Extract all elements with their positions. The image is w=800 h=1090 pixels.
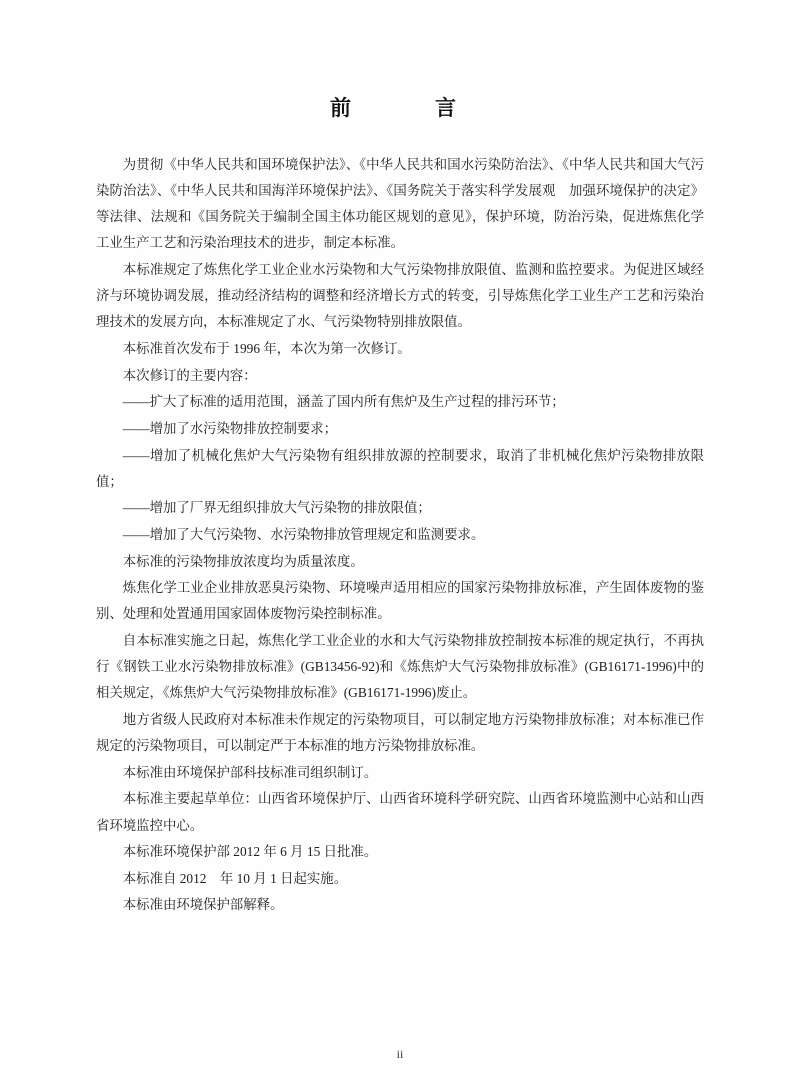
paragraph: 本标准主要起草单位：山西省环境保护厅、山西省环境科学研究院、山西省环境监测中心站和山西省环境监控中心。 [96, 791, 704, 833]
paragraph: 为贯彻《中华人民共和国环境保护法》、《中华人民共和国水污染防治法》、《中华人民共和国大气污染防治法》、《中华人民共和国海洋环境保护法》、《国务院关于落实科学发展观 加强环境保护的决定》等法律、法规和《国务院关于编制全国主体功能区规划的意见》，保护环境，防治污染，促进炼焦化学工业生产工艺和污染治理技术的进步，制定本标准。 [96, 157, 704, 251]
paragraph: 本标准的污染物排放浓度均为质量浓度。 [122, 553, 364, 569]
paragraph: 自本标准实施之日起，炼焦化学工业企业的水和大气污染物排放控制按本标准的规定执行，不再执行《钢铁工业水污染物排放标准》(GB13456-92)和《炼焦炉大气污染物排放标准》(GB16171-1996)中的相关规定，《炼焦炉大气污染物排放标准》(GB16171-1996)废止。 [96, 633, 704, 701]
revision-item: ——增加了厂界无组织排放大气污染物的排放限值； [122, 500, 431, 516]
paragraph: 本标准由环境保护部解释。 [122, 897, 284, 913]
paragraph: 本标准规定了炼焦化学工业企业水污染物和大气污染物排放限值、监测和监控要求。为促进区域经济与环境协调发展，推动经济结构的调整和经济增长方式的转变，引导炼焦化学工业生产工艺和污染治理技术的发展方向，本标准规定了水、气污染物特别排放限值。 [96, 262, 704, 330]
page-title: 前 言 [330, 96, 470, 120]
revision-item: ——增加了大气污染物、水污染物排放管理规定和监测要求。 [122, 526, 485, 542]
revision-item: ——增加了机械化焦炉大气污染物有组织排放源的控制要求，取消了非机械化焦炉污染物排放限值； [96, 447, 704, 489]
paragraph: 地方省级人民政府对本标准未作规定的污染物项目，可以制定地方污染物排放标准；对本标准已作规定的污染物项目，可以制定严于本标准的地方污染物排放标准。 [96, 711, 704, 754]
paragraph: 本标准由环境保护部科技标准司组织制订。 [122, 764, 378, 780]
paragraph: 炼焦化学工业企业排放恶臭污染物、环境噪声适用相应的国家污染物排放标准，产生固体废物的鉴别、处理和处置通用国家固体废物污染控制标准。 [96, 580, 704, 622]
paragraph: 本次修订的主要内容： [122, 367, 257, 383]
page-number: ii [396, 1047, 404, 1061]
paragraph: 本标准自 2012 年 10 月 1 日起实施。 [122, 870, 348, 886]
paragraph: 本标准首次发布于 1996 年，本次为第一次修订。 [122, 340, 411, 356]
revision-item: ——增加了水污染物排放控制要求； [122, 420, 338, 436]
paragraph: 本标准环境保护部 2012 年 6 月 15 日批准。 [122, 844, 378, 860]
page-footer [0, 1047, 800, 1062]
document-body [96, 152, 704, 919]
revision-item: ——扩大了标准的适用范围，涵盖了国内所有焦炉及生产过程的排污环节； [122, 394, 565, 410]
